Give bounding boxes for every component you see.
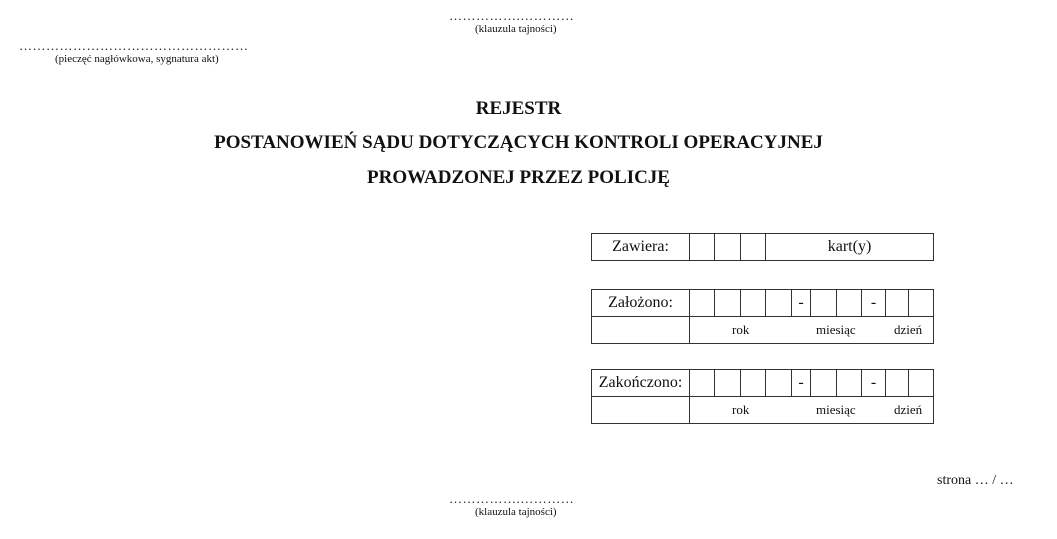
finished-year-digit-2[interactable]	[715, 370, 741, 397]
started-year-label: rok	[732, 322, 750, 337]
finished-day-digit-1[interactable]	[886, 370, 909, 397]
finished-empty-cell	[592, 397, 690, 424]
stamp-dots: ……………………………………………	[19, 38, 249, 53]
finished-year-digit-1[interactable]	[690, 370, 715, 397]
finished-month-digit-1[interactable]	[811, 370, 837, 397]
classification-top-dots: …………….…………	[449, 8, 575, 23]
page-number: strona … / …	[937, 473, 1014, 488]
contains-digit-2[interactable]	[715, 234, 741, 261]
started-day-digit-1[interactable]	[886, 290, 909, 317]
finished-year-label: rok	[732, 402, 750, 417]
started-year-digit-2[interactable]	[715, 290, 741, 317]
started-day-digit-2[interactable]	[909, 290, 934, 317]
page-title-line-2: POSTANOWIEŃ SĄDU DOTYCZĄCYCH KONTROLI OPERACYJNEJ	[214, 132, 823, 153]
classification-bottom-label: (klauzula tajności)	[475, 506, 557, 518]
started-sublabels	[690, 317, 934, 344]
finished-separator-2: -	[862, 370, 886, 397]
started-table	[591, 289, 934, 344]
started-year-digit-1[interactable]	[690, 290, 715, 317]
classification-top-label: (klauzula tajności)	[475, 23, 557, 35]
finished-day-label: dzień	[894, 402, 923, 417]
finished-label: Zakończono:	[592, 370, 690, 397]
finished-table	[591, 369, 934, 424]
started-day-label: dzień	[894, 322, 923, 337]
contains-digit-1[interactable]	[690, 234, 715, 261]
contains-digit-3[interactable]	[741, 234, 766, 261]
page-title-line-3: PROWADZONEJ PRZEZ POLICJĘ	[367, 167, 670, 188]
started-year-digit-4[interactable]	[766, 290, 792, 317]
started-separator-2: -	[862, 290, 886, 317]
started-year-digit-3[interactable]	[741, 290, 766, 317]
finished-month-label: miesiąc	[816, 402, 856, 417]
started-month-digit-1[interactable]	[811, 290, 837, 317]
finished-separator-1: -	[792, 370, 811, 397]
started-label: Założono:	[592, 290, 690, 317]
started-month-digit-2[interactable]	[837, 290, 862, 317]
finished-sublabels	[690, 397, 934, 424]
stamp-label: (pieczęć nagłówkowa, sygnatura akt)	[55, 53, 219, 65]
contains-label: Zawiera:	[592, 234, 690, 261]
started-empty-cell	[592, 317, 690, 344]
page-title-line-1: REJESTR	[475, 98, 562, 119]
contains-suffix: kart(y)	[766, 234, 934, 261]
finished-month-digit-2[interactable]	[837, 370, 862, 397]
started-separator-1: -	[792, 290, 811, 317]
classification-bottom-dots: …………….…………	[449, 491, 575, 506]
finished-year-digit-4[interactable]	[766, 370, 792, 397]
finished-day-digit-2[interactable]	[909, 370, 934, 397]
contains-table	[591, 233, 934, 261]
started-month-label: miesiąc	[816, 322, 856, 337]
finished-year-digit-3[interactable]	[741, 370, 766, 397]
